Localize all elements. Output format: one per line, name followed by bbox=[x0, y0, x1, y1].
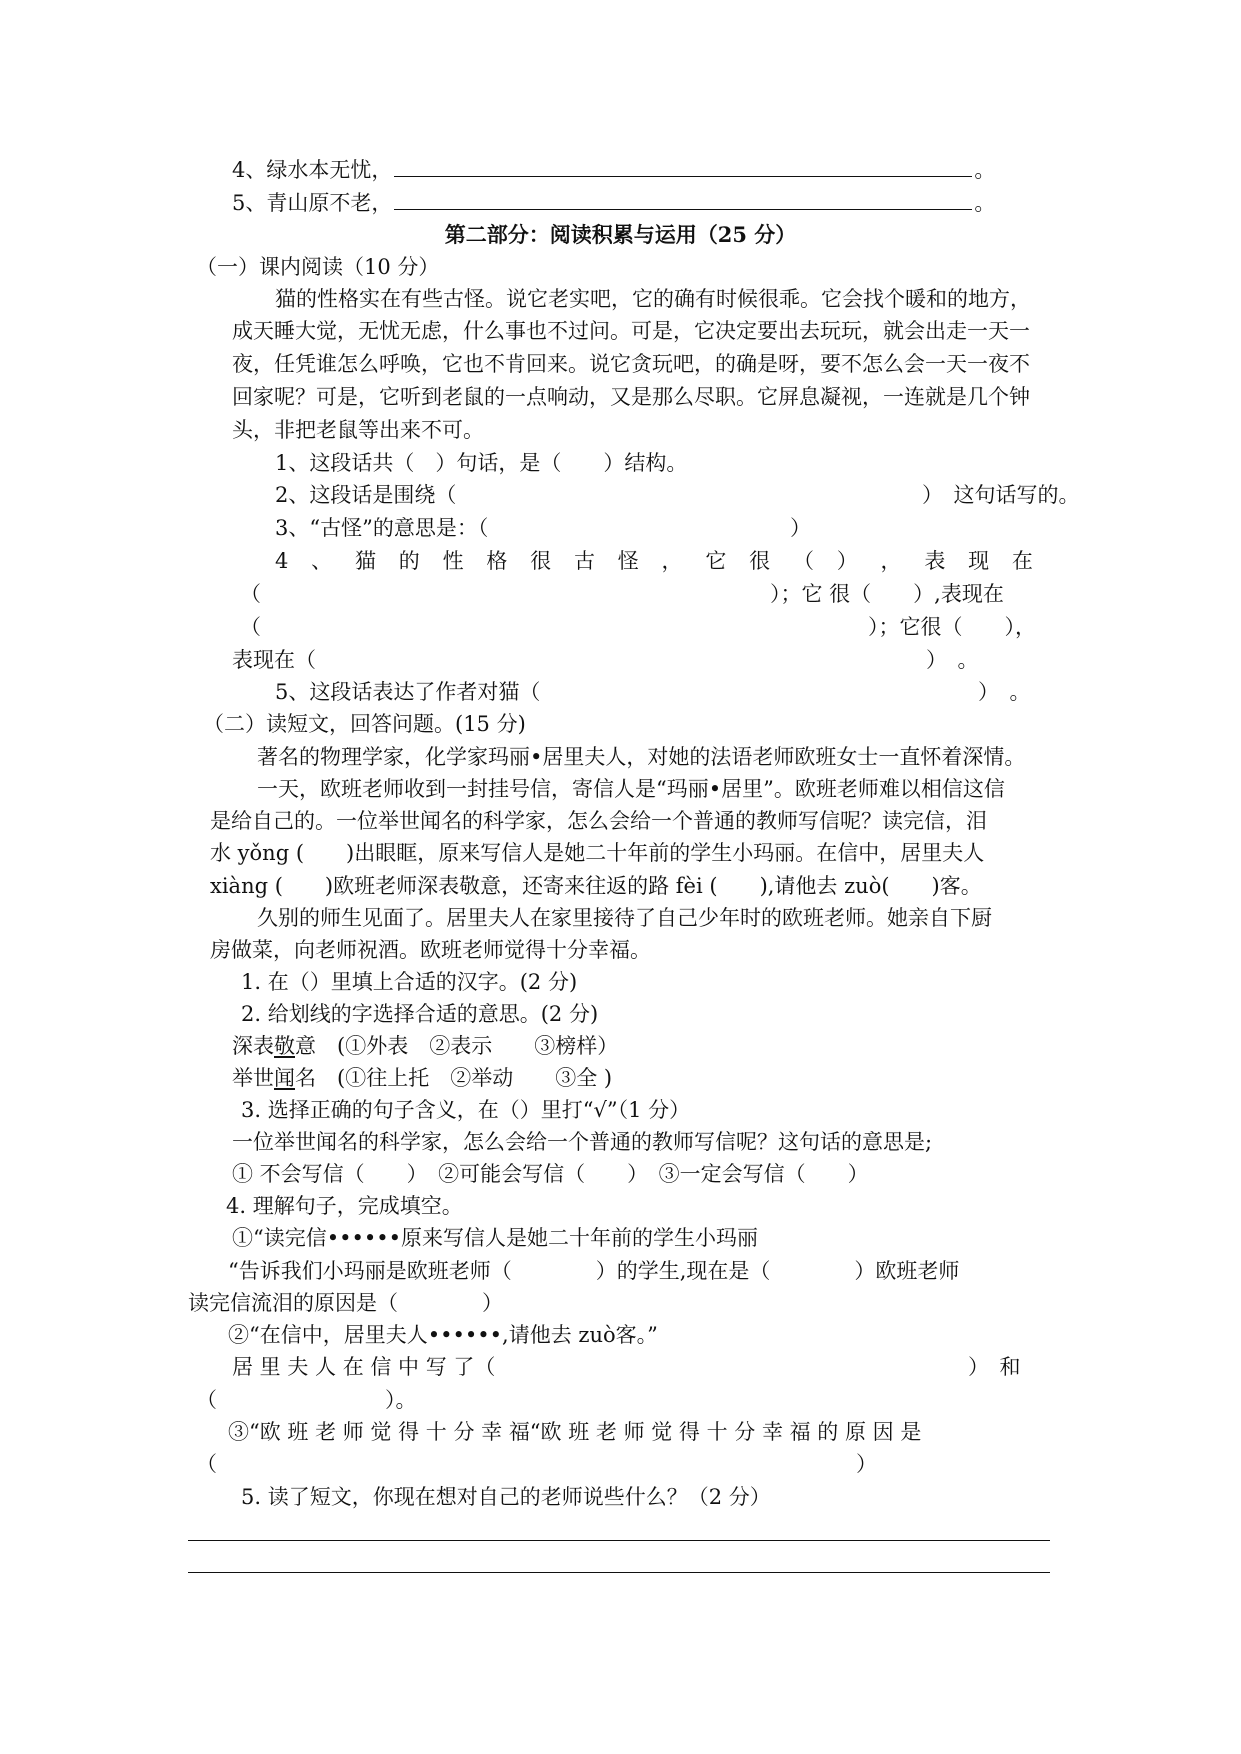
sec2-question-4-item-3-line-b: （ bbox=[196, 1452, 217, 1476]
passage1-line-4: 回家呢？可是，它听到老鼠的一点响动，又是那么尽职。它屏息凝视，一连就是几个钟 bbox=[232, 385, 1030, 409]
sec2-question-2: 2. 给划线的字选择合适的意思。(2 分) bbox=[241, 1002, 599, 1026]
sec1-question-3a: 3、“古怪”的意思是：（ bbox=[275, 516, 489, 540]
answer-blank-4[interactable] bbox=[394, 175, 972, 177]
sec1-question-4-line3b: ）；它很（ ）， bbox=[868, 615, 1036, 639]
underlined-char-wen: 闻 bbox=[274, 1066, 295, 1090]
passage1-line-2: 成天睡大觉，无忧无虑，什么事也不过问。可是，它决定要出去玩玩，就会出走一天一 bbox=[232, 319, 1030, 343]
section2-heading: （二）读短文，回答问题。(15 分) bbox=[203, 712, 526, 736]
sec2-question-1: 1. 在（）里填上合适的汉字。(2 分) bbox=[241, 970, 578, 994]
passage2-para-2-line-3: 水 yǒng ( )出眼眶，原来写信人是她二十年前的学生小玛丽。在信中，居里夫人 bbox=[210, 841, 985, 865]
passage2-para-2-line-1: 一天，欧班老师收到一封挂号信，寄信人是“玛丽•居里”。欧班老师难以相信这信 bbox=[257, 777, 1005, 801]
sec1-question-4-line4a: 表现在（ bbox=[232, 648, 316, 672]
sec2-question-2-word-1: 深表敬意 (①外表 ②表示 ③榜样） bbox=[232, 1034, 619, 1058]
sec2-question-5: 5. 读了短文，你现在想对自己的老师说些什么？（2 分） bbox=[241, 1485, 771, 1509]
sec2-question-3-options: ① 不会写信（ ） ②可能会写信（ ） ③一定会写信（ ） bbox=[232, 1162, 869, 1186]
sec2-question-4-item-3-line-c: ） bbox=[856, 1452, 877, 1476]
passage1-line-5: 头，非把老鼠等出来不可。 bbox=[232, 418, 484, 442]
sec2-question-4-item-2: ②“在信中，居里夫人••••••,请他去 zuò客。” bbox=[228, 1323, 658, 1347]
answer-line-2[interactable] bbox=[188, 1572, 1050, 1573]
sec2-question-4-item-3-line-a: ③“欧 班 老 师 觉 得 十 分 幸 福“欧 班 老 师 觉 得 十 分 幸 福 的 原 因 是 bbox=[228, 1420, 922, 1444]
sec2-question-4-item-2-line-c: （ ）。 bbox=[196, 1388, 417, 1412]
sec1-question-5a: 5、这段话表达了作者对猫（ bbox=[275, 680, 541, 704]
sec2-question-3-sentence: 一位举世闻名的科学家，怎么会给一个普通的教师写信呢？这句话的意思是; bbox=[232, 1130, 933, 1154]
sec1-question-5b: ） 。 bbox=[978, 680, 1031, 704]
sec1-question-1: 1、这段话共（ ）句话，是（ ）结构。 bbox=[275, 451, 688, 475]
sec1-question-3b: ） bbox=[790, 516, 811, 540]
sec2-question-4-item-2-line-a: 居 里 夫 人 在 信 中 写 了（ bbox=[232, 1355, 496, 1379]
sec1-question-4-line2b: ）；它 很（ ）,表现在 bbox=[770, 582, 1004, 606]
sec1-question-4-line2a: （ bbox=[240, 582, 261, 606]
sec2-question-3: 3. 选择正确的句子含义，在（）里打“√”（1 分） bbox=[241, 1098, 691, 1122]
sec1-question-2a: 2、这段话是围绕（ bbox=[275, 483, 457, 507]
passage2-para-2-line-2: 是给自己的。一位举世闻名的科学家，怎么会给一个普通的教师写信呢？读完信，泪 bbox=[210, 809, 987, 833]
passage2-para-1: 著名的物理学家，化学家玛丽•居里夫人，对她的法语老师欧班女士一直怀着深情。 bbox=[257, 745, 1026, 769]
passage1-line-1: 猫的性格实在有些古怪。说它老实吧，它的确有时候很乖。它会找个暖和的地方， bbox=[275, 287, 1031, 311]
sec1-question-4-line4b: ） 。 bbox=[926, 648, 979, 672]
sec2-question-4: 4. 理解句子，完成填空。 bbox=[226, 1194, 463, 1218]
sec1-question-4-line3a: （ bbox=[240, 615, 261, 639]
sec2-question-4-item-1-line-a: “告诉我们小玛丽是欧班老师（ ）的学生,现在是（ ）欧班老师 bbox=[228, 1259, 960, 1283]
underlined-char-jing: 敬 bbox=[274, 1034, 295, 1058]
sec1-question-2b: ） 这句话写的。 bbox=[922, 483, 1080, 507]
sec1-question-4-line1: 4 、 猫 的 性 格 很 古 怪 ， 它 很 （ ） ， 表 现 在 bbox=[275, 549, 1033, 573]
section1-heading: （一）课内阅读（10 分） bbox=[196, 255, 440, 279]
sec2-question-4-item-1: ①“读完信••••••原来写信人是她二十年前的学生小玛丽 bbox=[232, 1226, 759, 1250]
answer-line-1[interactable] bbox=[188, 1540, 1050, 1541]
sec2-question-4-item-2-line-b: ） 和 bbox=[968, 1355, 1021, 1379]
passage2-para-3-line-1: 久别的师生见面了。居里夫人在家里接待了自己少年时的欧班老师。她亲自下厨 bbox=[257, 906, 992, 930]
passage2-para-2-line-4: xiàng ( )欧班老师深表敬意，还寄来往返的路 fèi ( ),请他去 zuò( )客。 bbox=[210, 874, 982, 898]
poem-question-4: 4、绿水本无忧， 。 bbox=[232, 158, 996, 182]
sec2-question-2-word-2: 举世闻名 (①往上托 ②举动 ③全 ) bbox=[232, 1066, 613, 1090]
part2-title: 第二部分：阅读积累与运用（25 分） bbox=[444, 222, 797, 247]
poem-question-5: 5、青山原不老， 。 bbox=[232, 191, 996, 215]
answer-blank-5[interactable] bbox=[394, 208, 972, 210]
sec2-question-4-item-1-line-b: 读完信流泪的原因是（ ） bbox=[188, 1291, 503, 1315]
passage2-para-3-line-2: 房做菜，向老师祝酒。欧班老师觉得十分幸福。 bbox=[210, 938, 651, 962]
passage1-line-3: 夜，任凭谁怎么呼唤，它也不肯回来。说它贪玩吧，的确是呀，要不怎么会一天一夜不 bbox=[232, 352, 1030, 376]
